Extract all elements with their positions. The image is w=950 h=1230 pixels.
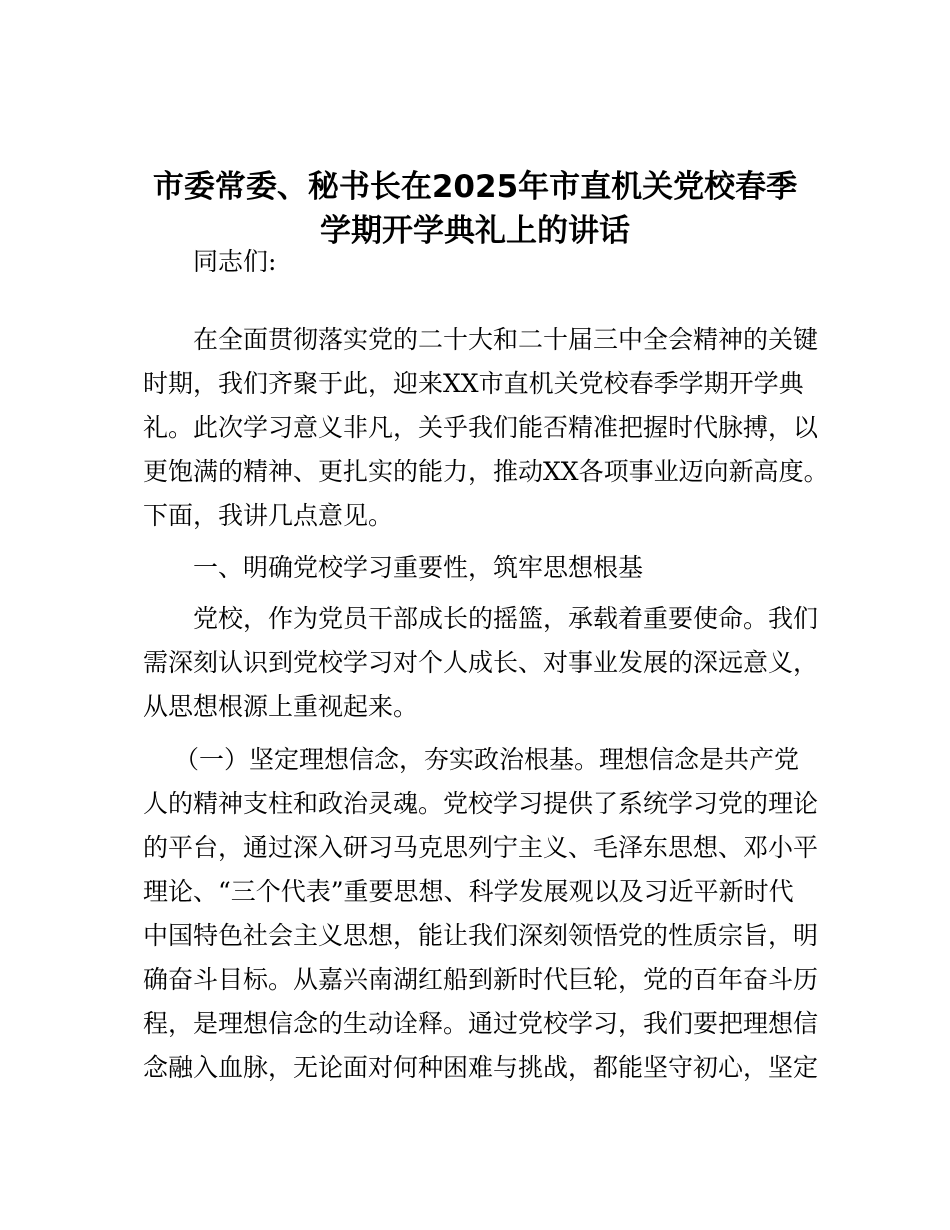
body-line: 党校，作为党员干部成长的摇篮，承载着重要使命。我们: [193, 604, 819, 633]
body-line: 确奋斗目标。从嘉兴南湖红船到新时代巨轮，党的百年奋斗历: [143, 965, 819, 994]
body-line: 在全面贯彻落实党的二十大和二十届三中全会精神的关键: [193, 325, 819, 354]
body-line: 理论、“三个代表”重要思想、科学发展观以及习近平新时代: [143, 877, 794, 906]
body-line: 人的精神支柱和政治灵魂。党校学习提供了系统学习党的理论: [143, 789, 819, 818]
body-line: 时期，我们齐聚于此，迎来XX市直机关党校春季学期开学典: [143, 369, 804, 398]
body-line: 念融入血脉，无论面对何种困难与挑战，都能坚守初心，坚定: [143, 1053, 819, 1082]
body-line: 更饱满的精神、更扎实的能力，推动XX各项事业迈向新高度。: [143, 457, 829, 486]
document-title-line-1: 市委常委、秘书长在2025年市直机关党校春季: [152, 169, 798, 205]
body-line: 程，是理想信念的生动诠释。通过党校学习，我们要把理想信: [143, 1009, 819, 1038]
body-line: 礼。此次学习意义非凡，关乎我们能否精准把握时代脉搏，以: [143, 413, 819, 442]
body-line: 的平台，通过深入研习马克思列宁主义、毛泽东思想、邓小平: [143, 833, 819, 862]
body-line: 从思想根源上重视起来。: [143, 692, 419, 721]
body-line: 需深刻认识到党校学习对个人成长、对事业发展的深远意义，: [143, 648, 819, 677]
section-heading: 一、明确党校学习重要性，筑牢思想根基: [193, 553, 644, 582]
body-line: 中国特色社会主义思想，能让我们深刻领悟党的性质宗旨，明: [143, 921, 819, 950]
document-title-line-2: 学期开学典礼上的讲话: [320, 213, 630, 249]
salutation: 同志们:: [193, 247, 277, 276]
subsection-line: （一）坚定理想信念，夯实政治根基。理想信念是共产党: [174, 745, 800, 774]
body-line: 下面，我讲几点意见。: [143, 501, 394, 530]
